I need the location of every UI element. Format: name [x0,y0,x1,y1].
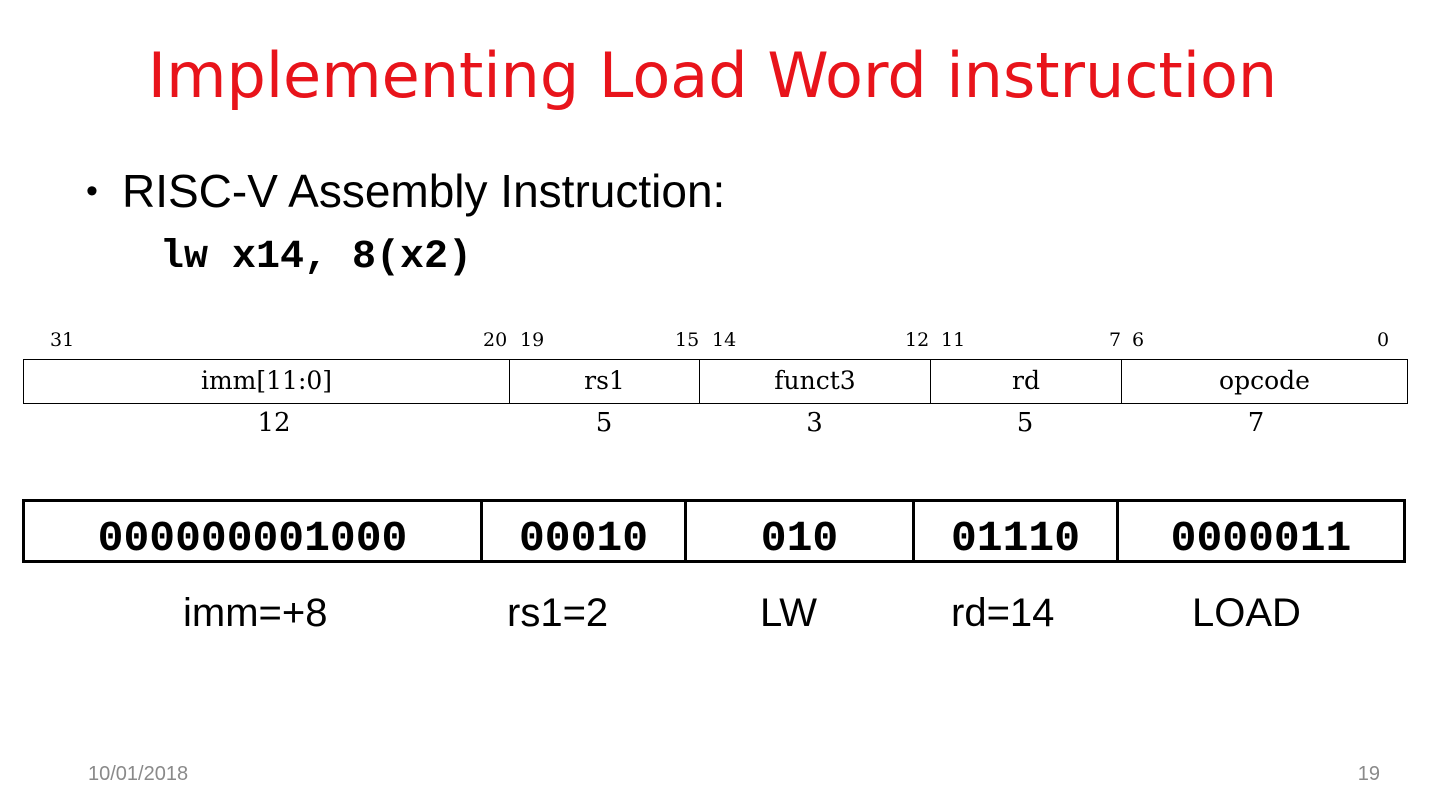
format-fields-row [23,359,1408,404]
field-opcode: opcode [1219,366,1310,395]
bit-number-6: 6 [1132,329,1145,351]
meaning-opcode: LOAD [1192,591,1301,635]
bit-number-15: 15 [675,329,700,351]
bit-number-0: 0 [1377,329,1390,351]
bit-number-20: 20 [483,329,508,351]
encoded-instruction-table [22,499,1406,563]
width-funct3: 3 [806,408,823,438]
width-opcode: 7 [1247,408,1265,438]
slide-title: Implementing Load Word instruction [147,39,1278,112]
encoded-rs1: 00010 [483,502,687,560]
width-rd: 5 [1016,408,1034,438]
bit-number-7: 7 [1109,329,1122,351]
bit-number-19: 19 [520,329,545,351]
field-imm: imm[11:0] [24,360,510,403]
bullet-icon: • [86,172,98,210]
encoded-funct3: 010 [687,502,915,560]
bit-number-12: 12 [905,329,930,351]
field-funct3: funct3 [700,360,931,403]
assembly-instruction: lw x14, 8(x2) [160,235,473,280]
field-rs1: rs1 [510,360,700,403]
field-widths-row [23,406,1408,440]
field-rd: rd [931,360,1122,403]
meaning-funct3: LW [760,591,818,635]
encoded-opcode: 0000011 [1170,514,1352,560]
meaning-imm: imm=+8 [183,591,328,635]
encoded-rd: 01110 [915,502,1119,560]
bullet-text: RISC-V Assembly Instruction: [122,165,726,217]
instruction-format-diagram [23,323,1408,443]
width-imm: 12 [257,408,291,438]
bit-number-11: 11 [941,329,966,351]
meaning-rs1: rs1=2 [507,591,609,635]
width-rs1: 5 [595,408,613,438]
meaning-rd: rd=14 [951,591,1055,635]
footer-date: 10/01/2018 [88,763,189,785]
bit-number-31: 31 [50,329,75,351]
bit-number-14: 14 [712,329,737,351]
bullet-item [86,163,725,219]
page-number: 19 [1357,763,1380,785]
encoded-imm: 000000001000 [25,502,483,560]
